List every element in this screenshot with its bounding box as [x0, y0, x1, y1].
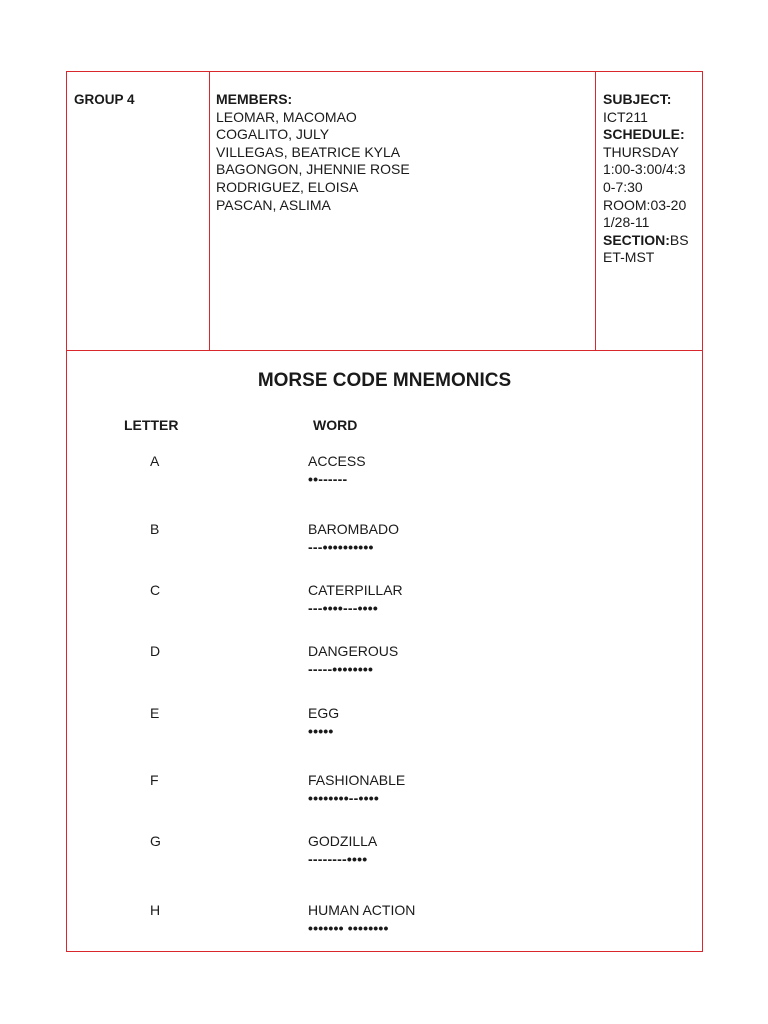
subject-cell — [603, 91, 699, 267]
row-word: FASHIONABLE — [308, 772, 406, 788]
schedule-label: SCHEDULE: — [603, 126, 685, 143]
row-letter: H — [150, 902, 161, 918]
row-code: ---•••••••••• — [308, 539, 374, 555]
row-word: CATERPILLAR — [308, 582, 403, 598]
member-name: LEOMAR, MACOMAO — [216, 108, 357, 125]
row-word: GODZILLA — [308, 833, 378, 849]
row-code: ••••• — [308, 723, 334, 739]
row-code: -----•••••••• — [308, 661, 374, 677]
schedule-line: THURSDAY — [603, 143, 679, 160]
member-name: RODRIGUEZ, ELOISA — [216, 178, 359, 195]
row-letter: D — [150, 643, 161, 659]
section-value: BS — [669, 231, 689, 248]
row-code: --------•••• — [308, 851, 368, 867]
section-line — [603, 232, 699, 250]
row-word: BAROMBADO — [308, 521, 400, 537]
group-label: GROUP 4 — [74, 92, 135, 107]
divider-right — [595, 72, 596, 351]
header-divider — [67, 350, 702, 351]
member-name: BAGONGON, JHENNIE ROSE — [216, 161, 410, 178]
row-code: ••------ — [308, 471, 348, 487]
table-row — [67, 705, 702, 755]
row-word: EGG — [308, 705, 340, 721]
subject-label: SUBJECT: — [603, 91, 672, 107]
row-code: ••••••• •••••••• — [308, 920, 389, 936]
column-header-word: WORD — [313, 417, 358, 433]
schedule-line: 1/28-11 — [603, 214, 650, 231]
row-letter: G — [150, 833, 161, 849]
section-value-cont: ET-MST — [603, 249, 655, 266]
schedule-line: 0-7:30 — [603, 178, 643, 195]
table-row — [67, 643, 702, 693]
member-name: COGALITO, JULY — [216, 126, 330, 143]
row-letter: E — [150, 705, 160, 721]
row-letter: A — [150, 453, 160, 469]
section-label: SECTION: — [603, 231, 670, 248]
subject-value: ICT211 — [603, 108, 648, 125]
column-header-letter: LETTER — [124, 417, 179, 433]
page-frame — [66, 71, 703, 952]
row-code: ---••••---•••• — [308, 600, 378, 616]
page-title: MORSE CODE MNEMONICS — [257, 370, 512, 391]
table-row — [67, 833, 702, 883]
row-letter: B — [150, 521, 160, 537]
table-row — [67, 521, 702, 571]
row-letter: C — [150, 582, 161, 598]
row-word: DANGEROUS — [308, 643, 399, 659]
members-label: MEMBERS: — [216, 91, 293, 107]
schedule-line: ROOM:03-20 — [603, 196, 687, 213]
members-cell — [216, 91, 586, 214]
member-name: PASCAN, ASLIMA — [216, 196, 331, 213]
row-word: ACCESS — [308, 453, 366, 469]
member-name: VILLEGAS, BEATRICE KYLA — [216, 143, 401, 160]
row-word: HUMAN ACTION — [308, 902, 416, 918]
divider-left — [209, 72, 210, 351]
table-row — [67, 772, 702, 822]
row-letter: F — [150, 772, 159, 788]
table-row — [67, 453, 702, 503]
row-code: ••••••••--•••• — [308, 790, 379, 806]
schedule-line: 1:00-3:00/4:3 — [603, 161, 686, 178]
table-row — [67, 902, 702, 952]
table-row — [67, 582, 702, 632]
